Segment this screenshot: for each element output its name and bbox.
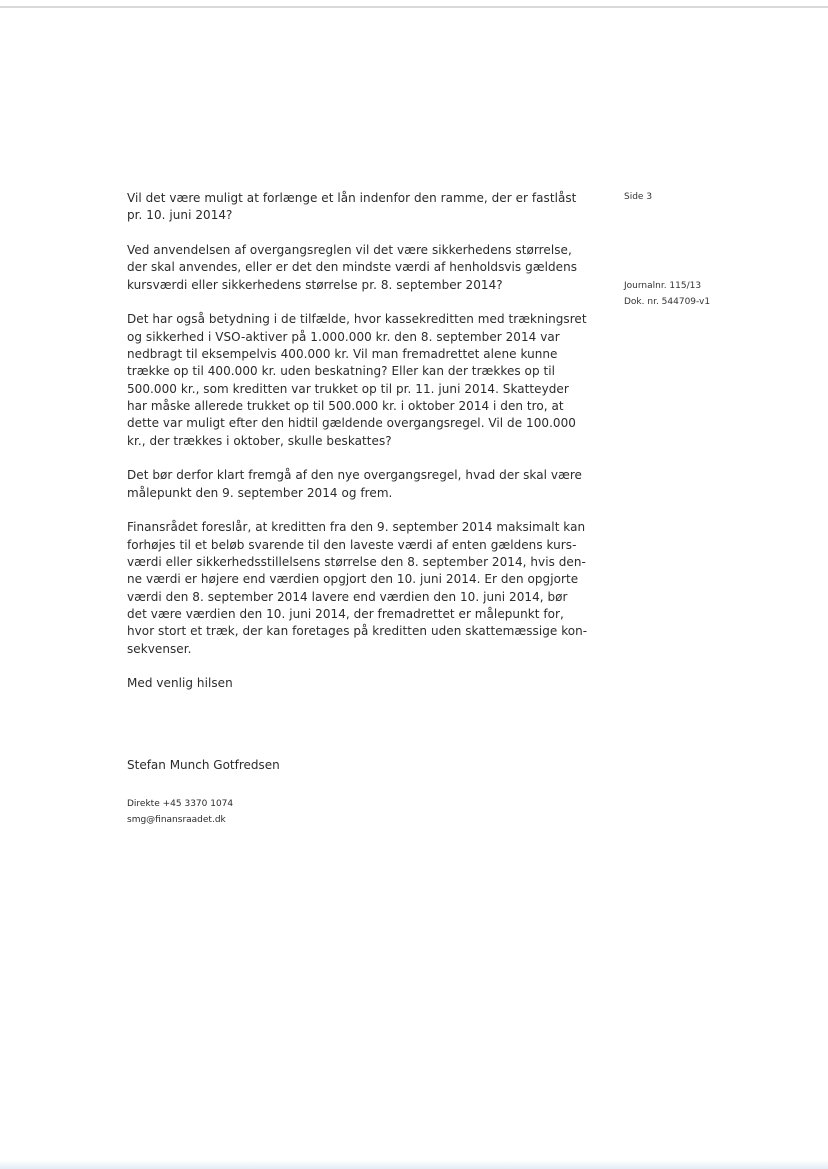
signature-name: Stefan Munch Gotfredsen <box>127 758 280 772</box>
paragraph-line: kr., der trækkes i oktober, skulle beskattes? <box>127 433 392 448</box>
paragraph-line: det være værdien den 10. juni 2014, der fremadrettet er målepunkt for, <box>127 606 564 621</box>
document-number: Dok. nr. 544709-v1 <box>624 296 711 307</box>
paragraph-line: værdi den 8. september 2014 lavere end værdien den 10. juni 2014, bør <box>127 589 568 604</box>
paragraph-line: pr. 10. juni 2014? <box>127 208 233 223</box>
letter-paragraph <box>127 311 597 449</box>
journal-number: Journalnr. 115/13 <box>624 281 702 291</box>
paragraph-line: værdi eller sikkerhedsstillelsens størrelse den 8. september 2014, hvis den- <box>127 555 586 570</box>
paragraph-line: hvor stort et træk, der kan foretages på kreditten uden skattemæssige kon- <box>127 624 588 639</box>
email-address: smg@finansraadet.dk <box>127 814 226 825</box>
paragraph-line: der skal anvendes, eller er det den mindste værdi af henholdsvis gældens <box>127 260 578 275</box>
scan-bottom-edge <box>0 1160 828 1169</box>
page-number-block <box>624 190 652 206</box>
contact-block <box>127 797 233 828</box>
paragraph-line: Vil det være muligt at forlænge et lån indenfor den ramme, der er fastlåst <box>127 191 577 205</box>
paragraph-line: ne værdi er højere end værdien opgjort den 10. juni 2014. Er den opgjorte <box>127 572 579 587</box>
letter-paragraph <box>127 242 597 294</box>
paragraph-line: Finansrådet foreslår, at kreditten fra den 9. september 2014 maksimalt kan <box>127 520 586 535</box>
paragraph-line: trække op til 400.000 kr. uden beskatning? Eller kan der trækkes op til <box>127 364 555 379</box>
direct-phone: Direkte +45 3370 1074 <box>127 799 234 809</box>
paragraph-line: Med venlig hilsen <box>127 676 233 691</box>
paragraph-line: målepunkt den 9. september 2014 og frem. <box>127 485 393 500</box>
scan-top-edge <box>0 6 828 8</box>
page-label: Side 3 <box>624 192 653 202</box>
reference-block <box>624 279 710 310</box>
paragraph-line: Det bør derfor klart fremgå af den nye overgangsregel, hvad der skal være <box>127 468 582 483</box>
paragraph-line: forhøjes til et beløb svarende til den laveste værdi af enten gældens kurs- <box>127 537 577 552</box>
paragraph-line: har måske allerede trukket op til 500.000 kr. i oktober 2014 i den tro, at <box>127 398 564 413</box>
letter-paragraph <box>127 519 597 657</box>
letter-paragraph <box>127 190 597 225</box>
paragraph-line: 500.000 kr., som kreditten var trukket op til pr. 11. juni 2014. Skatteyder <box>127 381 569 396</box>
letter-paragraph <box>127 467 597 502</box>
paragraph-line: Det har også betydning i de tilfælde, hvor kassekreditten med trækningsret <box>127 312 587 327</box>
paragraph-line: sekvenser. <box>127 641 192 656</box>
paragraph-line: dette var muligt efter den hidtil gældende overgangsregel. Vil de 100.000 <box>127 416 576 431</box>
letter-body <box>127 190 597 710</box>
paragraph-line: nedbragt til eksempelvis 400.000 kr. Vil man fremadrettet alene kunne <box>127 347 558 362</box>
letter-paragraph <box>127 675 597 692</box>
paragraph-line: og sikkerhed i VSO-aktiver på 1.000.000 kr. den 8. september 2014 var <box>127 329 560 344</box>
paragraph-line: Ved anvendelsen af overgangsreglen vil det være sikkerhedens størrelse, <box>127 243 572 258</box>
paragraph-line: kursværdi eller sikkerhedens størrelse pr. 8. september 2014? <box>127 277 503 292</box>
